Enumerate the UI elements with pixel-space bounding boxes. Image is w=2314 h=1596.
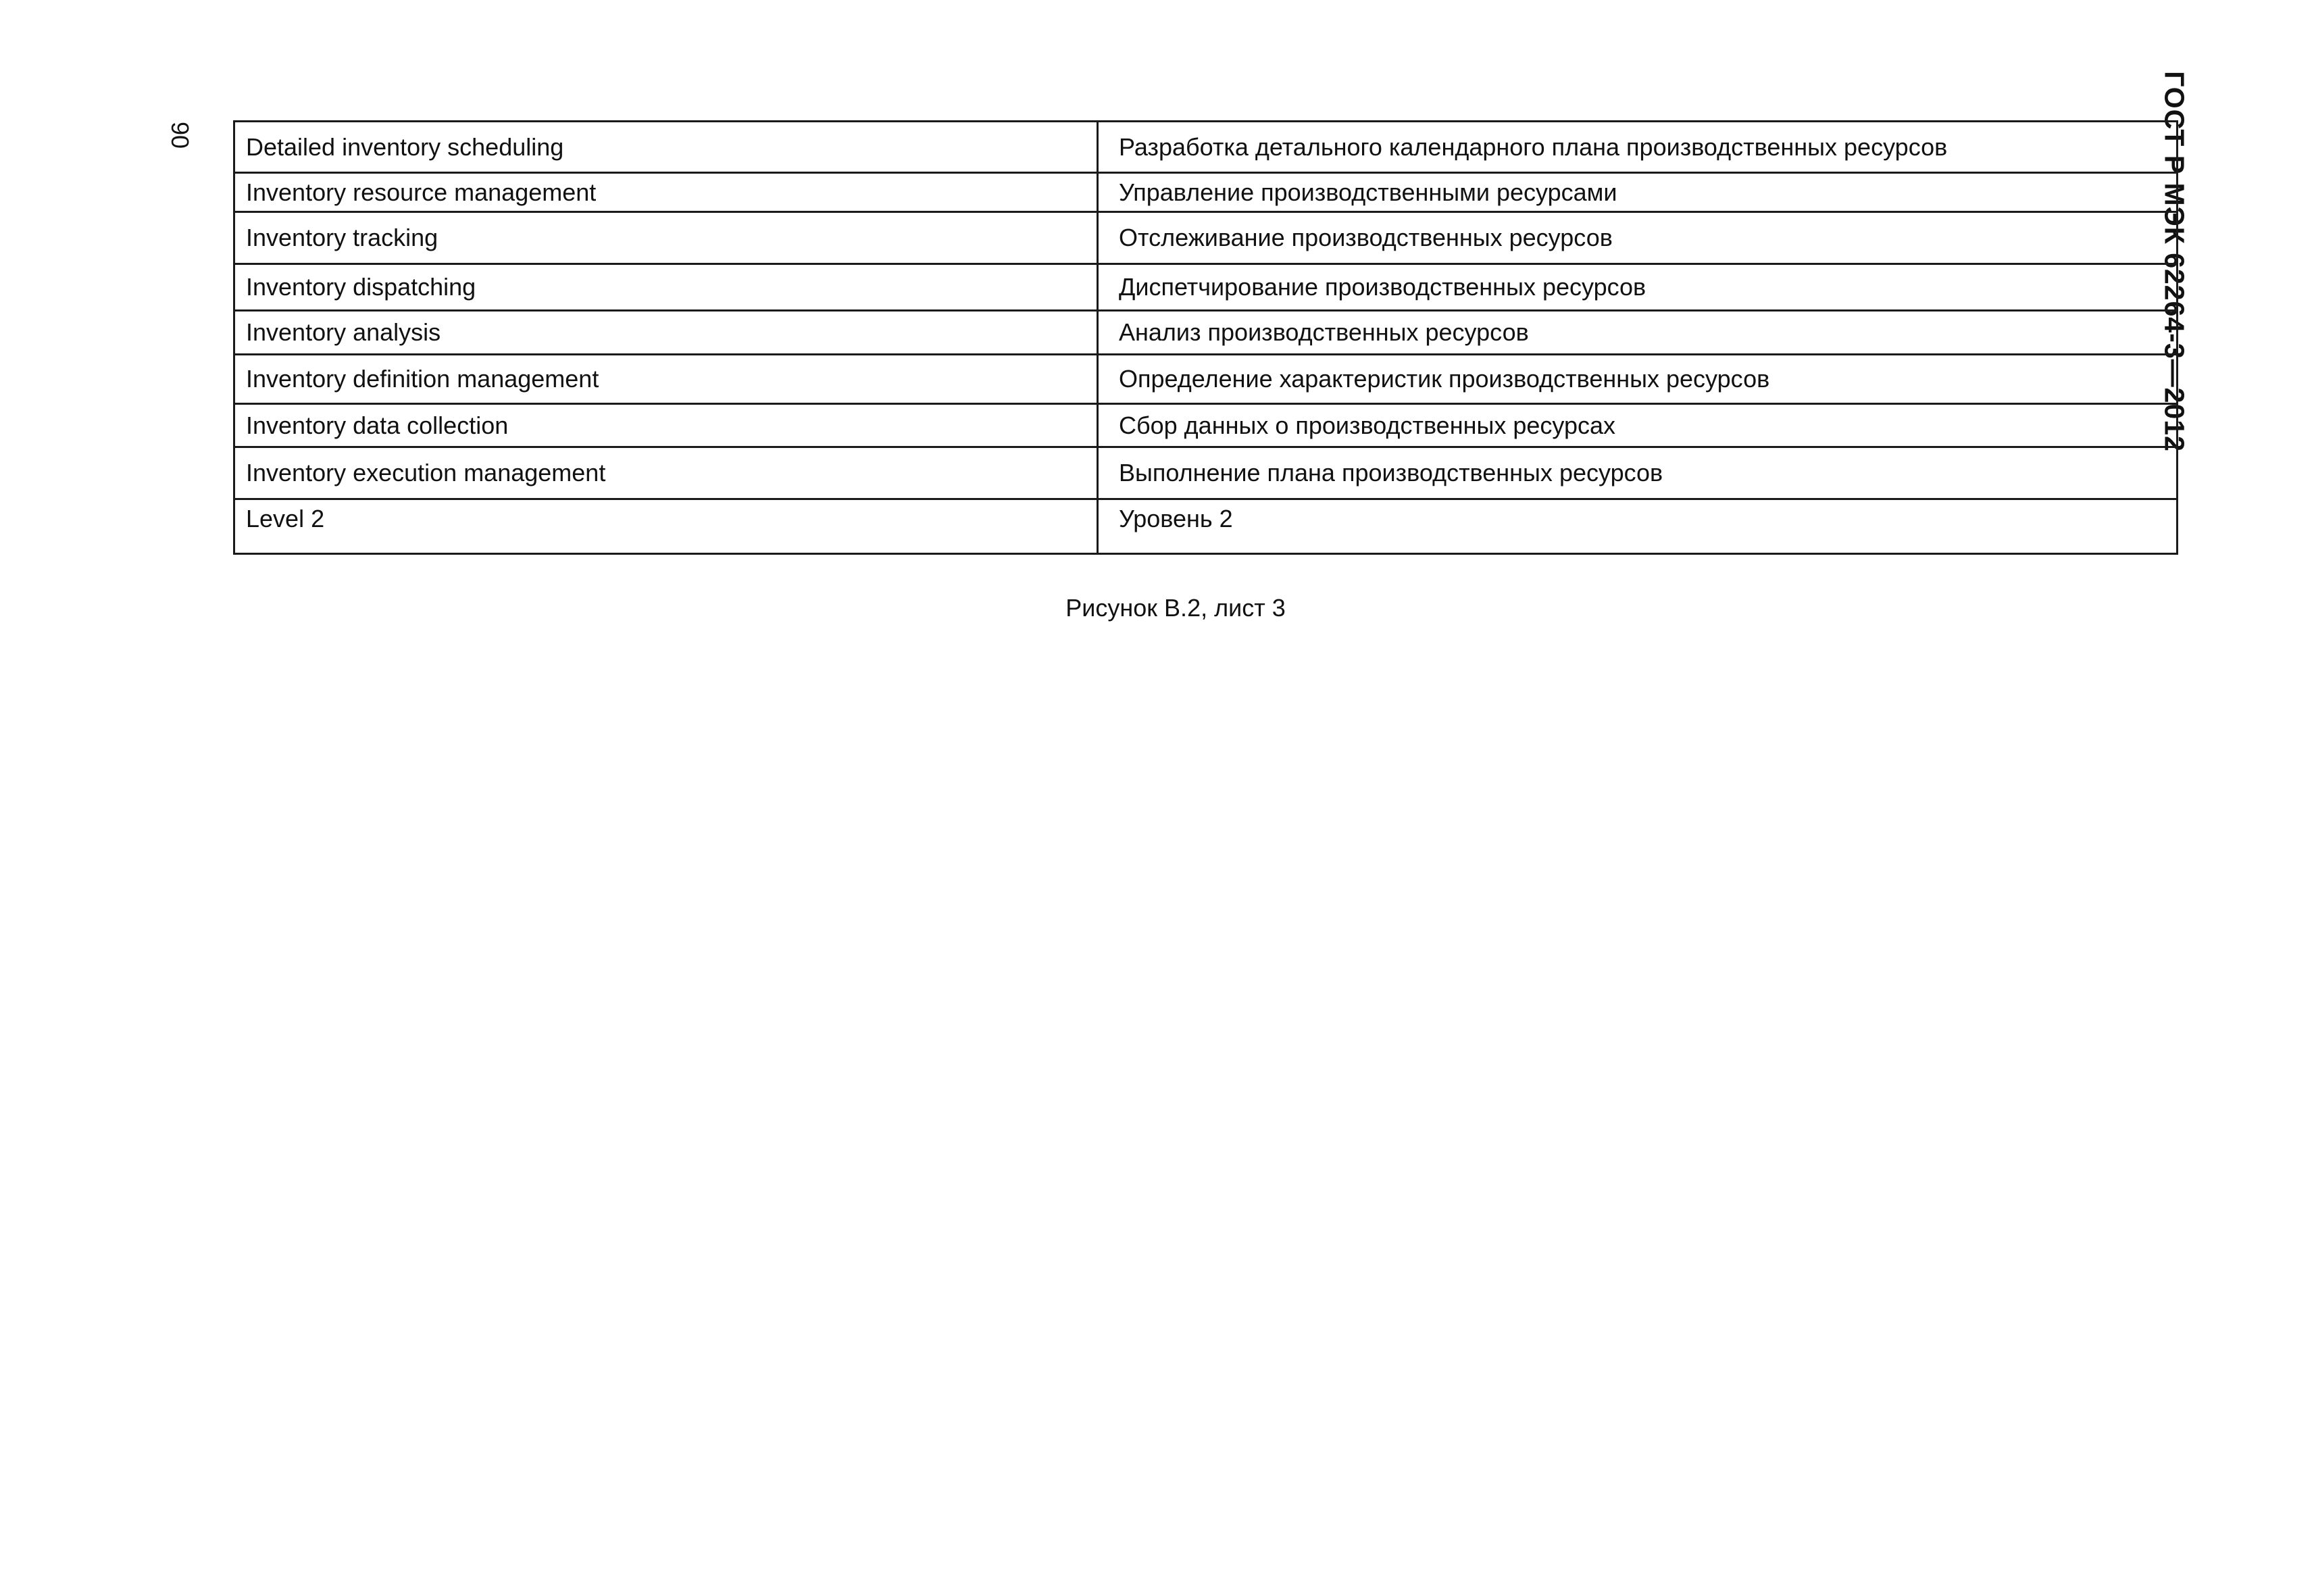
term-russian: Разработка детального календарного плана производственных ресурсов (1098, 122, 2178, 173)
table-row (234, 311, 2178, 355)
term-english: Inventory tracking (234, 212, 1098, 264)
term-russian: Выполнение плана производственных ресурсов (1098, 447, 2178, 499)
table-row (234, 404, 2178, 447)
term-russian: Диспетчирование производственных ресурсов (1098, 264, 2178, 311)
term-russian: Анализ производственных ресурсов (1098, 311, 2178, 355)
term-russian: Уровень 2 (1098, 499, 2178, 554)
term-english: Inventory data collection (234, 404, 1098, 447)
page-number: 90 (166, 121, 194, 149)
term-english: Inventory analysis (234, 311, 1098, 355)
table-row (234, 447, 2178, 499)
term-russian: Управление производственными ресурсами (1098, 173, 2178, 212)
terms-table (233, 120, 2178, 555)
term-russian: Определение характеристик производственных ресурсов (1098, 355, 2178, 404)
term-english: Inventory dispatching (234, 264, 1098, 311)
figure-caption: Рисунок В.2, лист 3 (1065, 594, 1286, 622)
term-russian: Отслеживание производственных ресурсов (1098, 212, 2178, 264)
term-english: Inventory definition management (234, 355, 1098, 404)
term-russian: Сбор данных о производственных ресурсах (1098, 404, 2178, 447)
table-row (234, 355, 2178, 404)
table-row (234, 212, 2178, 264)
table-row (234, 122, 2178, 173)
term-english: Inventory execution management (234, 447, 1098, 499)
term-english: Level 2 (234, 499, 1098, 554)
table-row (234, 499, 2178, 554)
term-english: Detailed inventory scheduling (234, 122, 1098, 173)
document-code: ГОСТ Р МЭК 62264-3—2012 (2159, 71, 2190, 452)
term-english: Inventory resource management (234, 173, 1098, 212)
table-row (234, 173, 2178, 212)
table-row (234, 264, 2178, 311)
